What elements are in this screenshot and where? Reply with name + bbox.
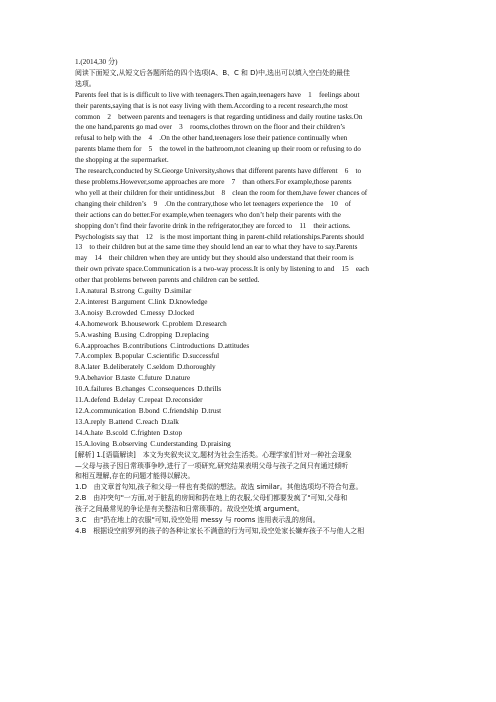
option-d: D.trust	[201, 407, 222, 415]
option-c: C.understanding	[150, 439, 198, 448]
analysis-line: 2.B 由冲突句"一方面,对于脏乱的房间和扔在地上的衣服,父母们都要发疯了"可知,父母和	[75, 494, 348, 503]
analysis-line: 和相互理解,存在的问题才能得以解决。	[75, 472, 195, 481]
passage-line: shopping don’t find their favorite drink in the refrigerator,they are forced to 11 their actions.	[75, 221, 351, 230]
option-c: C.dropping	[139, 330, 173, 339]
option-d: D.thrills	[197, 385, 222, 394]
option-a: 5.A.washing	[75, 330, 112, 339]
passage-line: the one hand,parents go mad over 3 rooms,clothes thrown on the floor and their children’s	[75, 123, 345, 132]
option-a: 9.A.behavior	[75, 374, 113, 383]
option-row	[75, 395, 423, 406]
option-c: C.messy	[140, 308, 165, 317]
option-b: B.taste	[115, 374, 136, 383]
option-row	[75, 330, 423, 341]
analysis-line: 3.C 由"扔在地上的衣服"可知,设空处用 messy 与 rooms 连用表示乱的房间。	[75, 516, 320, 525]
option-row	[75, 417, 423, 428]
option-a: 2.A.interest	[75, 297, 109, 306]
passage-line: their actions can do better.For example,when teenagers who don’t help their parents with the	[75, 210, 341, 219]
option-d: D.stop	[163, 428, 183, 437]
option-a: 3.A.noisy	[75, 308, 103, 317]
option-c: C.problem	[162, 319, 193, 328]
option-b: B.bond	[138, 407, 160, 415]
analysis-line: 孩子之间最常见的争论是有关整洁和日常琐事的。故设空处填 argument。	[75, 505, 304, 514]
option-a: 10.A.failures	[75, 385, 113, 394]
instruction-line-2: 选项。	[75, 79, 96, 88]
passage-line: who yell at their children for their untidiness,but 8 clean the room for them,have fewer chances of	[75, 188, 368, 197]
option-d: D.similar	[164, 287, 192, 296]
option-row	[75, 351, 423, 362]
passage-line: Parents feel that is is difficult to live with teenagers.Then again,teenagers have 1 feelings about	[75, 90, 360, 99]
passage-line: refusal to help with the 4 .On the other hand,teenagers lose their patience continually when	[75, 134, 348, 143]
passage-line: the shopping at the supermarket.	[75, 156, 169, 165]
passage-line: changing their children’s 9 .On the contrary,those who let teenagers experience the 10 of	[75, 199, 351, 208]
option-a: 4.A.homework	[75, 319, 119, 328]
option-d: D.knowledge	[168, 297, 208, 306]
instruction-line-1: 阅读下面短文,从短文后各题所给的四个选项(A、B、C 和 D)中,选出可以填入空白处的最佳	[75, 68, 350, 77]
option-b: B.changes	[115, 385, 146, 394]
passage-line: common 2 between parents and teenagers is that regarding untidiness and daily routine tasks.On	[75, 112, 363, 121]
option-d: D.nature	[165, 374, 191, 383]
option-c: C.guilty	[137, 287, 162, 296]
option-a: 12.A.communication	[75, 407, 136, 415]
options-list	[75, 286, 423, 450]
option-row	[75, 297, 423, 308]
option-b: B.housework	[121, 319, 160, 328]
option-d: D.praising	[200, 439, 231, 448]
option-c: C.reach	[135, 417, 159, 426]
question-header	[75, 57, 423, 90]
passage-line: may 14 their children when they are untidy but they should also understand that their room is	[75, 254, 354, 263]
option-b: B.argument	[111, 297, 146, 306]
option-row	[75, 286, 423, 297]
option-d: D.reconsider	[165, 396, 203, 405]
option-row	[75, 439, 423, 450]
option-a: 14.A.hate	[75, 428, 103, 437]
option-c: C.future	[138, 374, 163, 383]
analysis-line: [解析] 1.[语篇解读] 本文为夹叙夹议文,题材为社会生活类。心理学家们针对一种社会现象	[75, 450, 352, 459]
option-d: D.research	[195, 319, 227, 328]
passage-line: 13 to their children but at the same time they should lend an ear to what they have to say.Parents	[75, 243, 358, 252]
option-c: C.frighten	[130, 428, 161, 437]
option-b: B.using	[114, 330, 137, 339]
passage	[75, 90, 423, 286]
option-b: B.scold	[105, 428, 128, 437]
option-d: D.attitudes	[217, 341, 250, 350]
option-b: B.strong	[110, 287, 135, 296]
option-c: C.repeat	[138, 396, 163, 405]
option-c: C.link	[148, 297, 166, 306]
option-b: B.crowded	[105, 308, 138, 317]
passage-line: parents blame them for 5 the towel in the bathroom,not cleaning up their room or refusing to do	[75, 145, 361, 154]
option-row	[75, 308, 423, 319]
option-row	[75, 384, 423, 395]
option-row	[75, 406, 423, 417]
option-c: C.seldom	[146, 363, 175, 372]
option-c: C.friendship	[162, 407, 199, 415]
document-content	[75, 57, 423, 537]
option-row	[75, 373, 423, 384]
option-a: 15.A.loving	[75, 439, 110, 448]
analysis-line: —父母与孩子因日常琐事争吵,进行了一项研究,研究结果表明父母与孩子之间只有通过倾听	[75, 461, 349, 470]
option-a: 8.A.later	[75, 363, 101, 372]
option-b: B.contributions	[122, 341, 168, 350]
option-c: C.introductions	[170, 341, 215, 350]
option-b: B.deliberately	[103, 363, 144, 372]
option-d: D.replacing	[175, 330, 209, 339]
option-d: D.talk	[161, 417, 179, 426]
option-row	[75, 341, 423, 352]
option-d: D.successful	[182, 352, 220, 361]
option-b: B.attend	[108, 417, 133, 426]
option-d: D.thoroughly	[177, 363, 216, 372]
option-row	[75, 362, 423, 373]
option-row	[75, 319, 423, 330]
option-a: 6.A.approaches	[75, 341, 120, 350]
passage-line: other that problems between parents and children can be settled.	[75, 276, 260, 285]
passage-line: Psychologists say that 12 is the most important thing in parent-child relationships.Parents should	[75, 232, 364, 241]
question-number: 1.(2014,30 分)	[75, 58, 118, 66]
passage-line: these problems.However,some approaches are more 7 than others.For example,those parents	[75, 177, 352, 186]
option-a: 1.A.natural	[75, 287, 108, 296]
analysis-line: 4.B 根据设空前罗列的孩子的各种让家长不满意的行为可知,设空处家长嫌弃孩子不与他人之相	[75, 526, 365, 535]
option-c: C.scientific	[146, 352, 180, 361]
passage-line: their own private space.Communication is a two-way process.It is only by listening to and 15 each	[75, 265, 370, 274]
passage-line: their parents,saying that is is not easy living with them.According to a recent research,the most	[75, 101, 348, 110]
option-b: B.delay	[113, 396, 136, 405]
passage-line: The research,conducted by St.George University,shows that different parents have different 6 to	[75, 167, 362, 176]
option-a: 13.A.reply	[75, 417, 106, 426]
option-b: B.observing	[112, 439, 148, 448]
option-a: 7.A.complex	[75, 352, 113, 361]
option-row	[75, 428, 423, 439]
option-c: C.consequences	[148, 385, 195, 394]
option-a: 11.A.defend	[75, 396, 111, 405]
analysis-line: 1.D 由文章首句知,孩子和父母一样也有类似的想法。故选 similar。其他选项均不符合句意。	[75, 483, 363, 492]
option-b: B.popular	[115, 352, 144, 361]
option-d: D.locked	[167, 308, 195, 317]
analysis	[75, 450, 423, 537]
